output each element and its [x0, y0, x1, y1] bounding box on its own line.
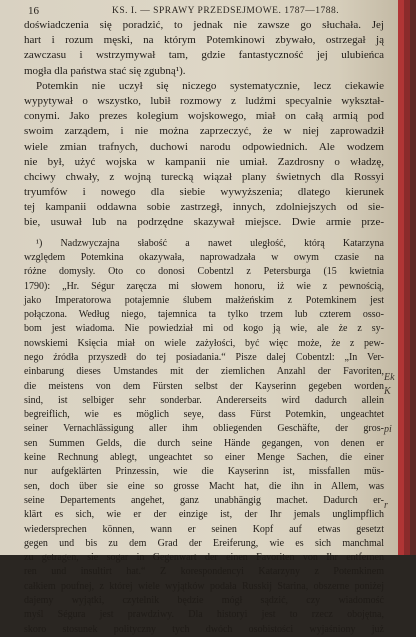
footnote: [24, 237, 384, 637]
text-line: hart i rozum męski, na którym Potemkinowi zbywało, ostrzegał ją: [24, 34, 384, 47]
footnote-line: nego źródła przyszedł do tej posiadania.“ Pisze dalej Cobentzl: „In Ver-: [24, 352, 384, 363]
footnote-line: bom jest wiadoma. Nie powiedział mi od kogo ją wie, ale że z sy-: [24, 323, 384, 335]
text-line: mogła dla państwa stać się zgubną¹).: [24, 64, 186, 77]
footnote-line: względem Potemkina okazywała, naprowadzała w owym czasie na: [24, 251, 384, 263]
main-text: [24, 18, 384, 231]
footnote-line: sen Summen Gelds, die durch seine Hände gegangen, von denen er: [24, 437, 384, 449]
text-line: wiele zmian trafnych, duchowi narodu odpowiednich. Ale wodzem: [24, 140, 384, 153]
footnote-line: dajemy wyjątki, czytelnik będzie mógł sądzić, czy wiadomość: [24, 595, 384, 607]
text-line: tryumfów i nowego dla siebie wywyższenia; dlatego kierunek: [24, 186, 384, 199]
footnote-line: begreiflich, wie es möglich seye, dass Fürst Potemkin, ungeachtet: [24, 409, 384, 421]
footnote-line: sind, ist selbiger sehr sonderbar. Andererseits wird dadurch allein: [24, 394, 384, 406]
text-line: conymi. Jako prezes kolegium wojskowego, miał on całą armią pod: [24, 110, 384, 123]
footnote-line: myśl Ségura jest prawdziwy. Dla historyi jest to rzecz obojętna,: [24, 609, 384, 621]
footnote-line: gegen und bis zu dem Grad der Ereiferung, wie es sich manchmal: [24, 537, 384, 549]
text-line: doświadczenia się poradzić, to jednak nie zawsze go słuchała. Jej: [24, 19, 384, 31]
footnote-line: seine Departements angehet, ganz unabhängig machet. Dadurch er-: [24, 494, 384, 506]
footnote-line: różne domysły. Oto co donosi Cobentzl z Petersburga (15 kwietnia: [24, 266, 384, 278]
footnote-line: ren und insultirt hat.“ Z korespondencyi Katarzyny z Potemkinem: [24, 566, 384, 578]
text-line: tej kampanii oddawna sobie zastrzegł, innych, zdolniejszych od sie-: [24, 201, 384, 214]
text-line: nie był, użyć wojska w kampanii nie umiał. Zazdrosny o władzę,: [24, 155, 384, 168]
text-line: zawczasu i wstrzymywał tam, gdzie fantastyczność jej ulubieńca: [24, 49, 384, 62]
text-line: wypytywał o wszystko, lubił rozmowy z ludźmi specyalnie wykształ-: [24, 94, 384, 107]
footnote-line: zu getragen, sie sogar in Gegenwart der einen Favoriten von Ihr entfernen: [24, 552, 384, 564]
footnote-line: wiedersprechen können, wann er seinen Kopf auf etwas gesetzt: [24, 523, 384, 535]
text-line: chciwy chwały, z wojną turecką wiązał plany świetnych dla Rossyi: [24, 170, 384, 183]
footnote-line: die meistens von dem Fürsten selbst der Kayserinn gegeben worden: [24, 380, 384, 392]
text-line: Potemkin nie uczył się niczego systematycznie, lecz ciekawie: [36, 79, 384, 92]
page-number: 16: [28, 5, 39, 17]
footnote-line: nowskiemi Księcia miał on wiele zażyłości, być więc może, że z pew-: [24, 337, 384, 349]
margin-fragment: K: [384, 386, 391, 397]
running-title: KS. I. — SPRAWY PRZEDSEJMOWE. 1787—1788.: [112, 6, 340, 16]
margin-fragment: r: [384, 500, 388, 511]
footnote-line: ¹) Nadzwyczajna słabość a nawet uległość, którą Katarzyna: [36, 237, 384, 249]
text-line: swoim zarządem, i nie można zaprzeczyć, że w niej zaprowadził: [24, 125, 384, 138]
margin-fragment: pi: [384, 424, 392, 435]
footnote-line: skoro stosunek polityczny tych dwóch osobistości wyjaśniony już: [24, 623, 384, 635]
footnote-line: 1790): „Hr. Ségur zaręcza mi słowem honoru, iż wie z pewnością,: [24, 280, 384, 292]
footnote-line: nur aufgeklärten Prinzessin, wie die Kayserinn ist, missfallen müs-: [24, 466, 384, 478]
footnote-line: sen, doch über sie eine so grosse Macht hat, die ihn in Allem, was: [24, 480, 384, 492]
footnote-line: seiner Vernachlässigung aller ihm obliegenden Geschäfte, der gros-: [24, 423, 384, 435]
footnote-line: keine Rechnung ablegt, ungeachtet so einer Menge Sachen, die einer: [24, 452, 384, 464]
footnote-line: klärt es sich, wie er der einzige ist, der Ihr jemals unglimpflich: [24, 509, 384, 521]
book-spine-shadow: [410, 0, 416, 555]
margin-fragment: Ek: [384, 372, 395, 383]
text-line: bie, usuwał lub na podrzędne skazywał miejsce. Dwie armie prze-: [24, 216, 384, 229]
footnote-line: połączona. Według niego, tajemnica ta tylko trzem lub czterem osso-: [24, 309, 384, 321]
footnote-line: całkiem poufnej, z której wiele wyjątków podała Russkij Starina, obszerne poniżej: [24, 580, 384, 592]
footnote-line: einbarung dieses Umstandes mit der ziemlichen Anzahl der Favoriten,: [24, 366, 384, 378]
footnote-line: jako Imperatorowa potajemnie ślubem małżeńskim z Potemkinem jest: [24, 294, 384, 306]
running-header: [0, 2, 398, 18]
page-body: [24, 18, 384, 637]
